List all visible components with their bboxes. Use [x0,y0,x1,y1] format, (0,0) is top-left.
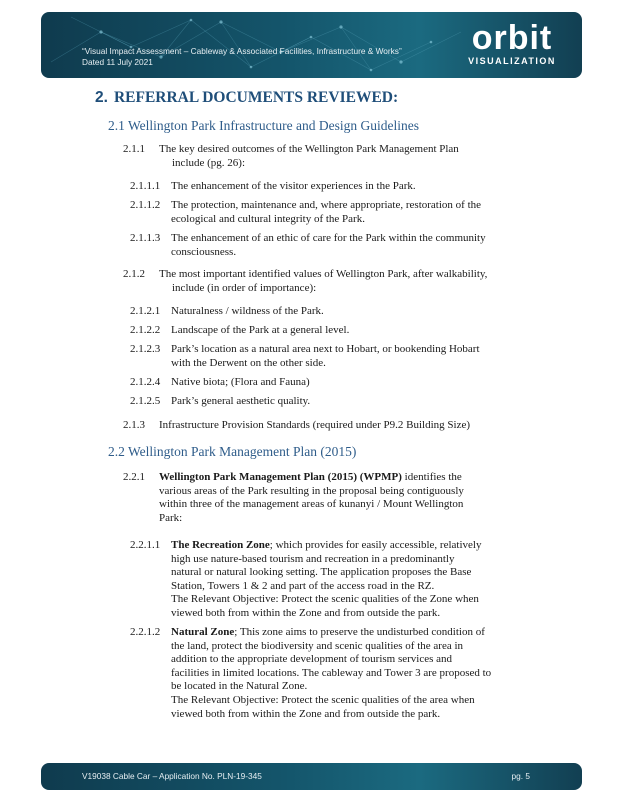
section-heading [95,89,398,107]
page-number: pg. 5 [511,771,530,781]
logo-subtitle: VISUALIZATION [468,56,556,66]
section-title: REFERRAL DOCUMENTS REVIEWED: [113,89,399,106]
footer-banner [41,763,582,790]
section-number: 2. [95,89,108,106]
orbit-logo [464,20,560,72]
document-date-line: Dated 11 July 2021 [82,57,153,67]
subsection-heading-2-2: 2.2 Wellington Park Management Plan (2015) [108,444,357,459]
footer-document-ref: V19038 Cable Car – Application No. PLN-19-345 [82,771,262,781]
document-title-line: “Visual Impact Assessment – Cableway & Associated Facilities, Infrastructure & Works” [82,46,402,56]
subsection-heading-2-1: 2.1 Wellington Park Infrastructure and Design Guidelines [108,118,419,133]
header-text [82,46,402,68]
header-banner [41,12,582,78]
logo-wordmark: orbit [471,19,553,57]
